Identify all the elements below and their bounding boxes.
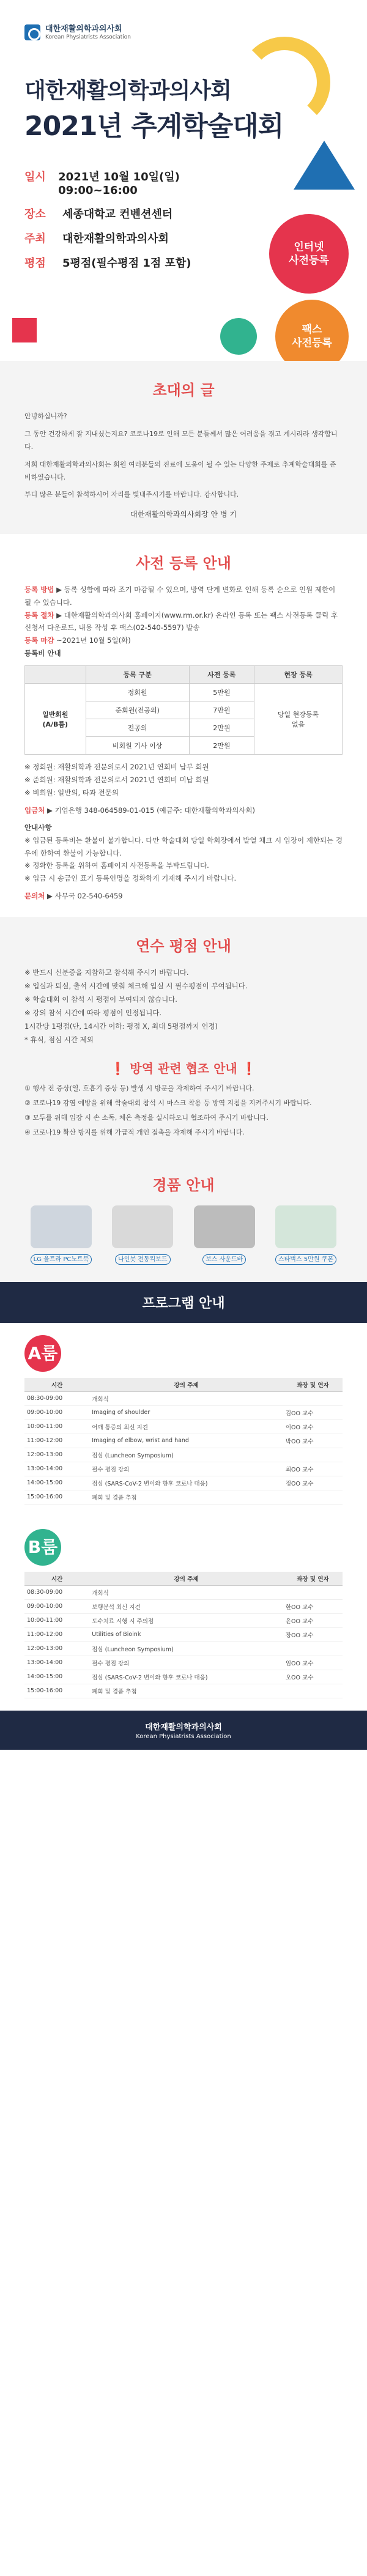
prize-row xyxy=(24,1205,343,1264)
cell-topic: Utilities of Bioink xyxy=(89,1627,283,1641)
soundbar-icon xyxy=(194,1205,255,1248)
prizes-section xyxy=(0,1156,367,1282)
room-b-table xyxy=(24,1572,343,1698)
table-header: 좌장 및 연자 xyxy=(283,1572,343,1586)
cell-speaker: 최OO 교수 xyxy=(283,1462,343,1476)
room-b-badge: B룸 xyxy=(24,1529,61,1566)
info-row-host xyxy=(24,230,232,246)
deco-blue-triangle xyxy=(294,141,355,190)
register-deadline xyxy=(24,634,343,647)
cell-time: 10:00-11:00 xyxy=(24,1613,89,1627)
register-deadline-label: 등록 마감 xyxy=(24,636,54,645)
greeting-signature: 대한재활의학과의사회장 안 병 기 xyxy=(130,510,237,519)
cell-speaker: 임OO 교수 xyxy=(283,1656,343,1670)
footer xyxy=(0,1711,367,1750)
guide-item: ※ 정확한 등록을 위하여 홈페이지 사전등록을 부탁드립니다. xyxy=(24,861,209,870)
list-item: 1시간당 1평점(단, 14시간 이하: 평점 X, 최대 5평점까지 인정) xyxy=(24,1021,218,1031)
fee-label: 등록비 안내 xyxy=(24,648,61,657)
info-key: 일시 xyxy=(24,171,46,183)
table-header: 강의 주제 xyxy=(89,1378,283,1392)
fee-header: 현장 등록 xyxy=(254,666,343,684)
table-row xyxy=(24,1641,343,1656)
info-row-place xyxy=(24,205,232,221)
register-procedure xyxy=(24,609,343,634)
cell-speaker: 이OO 교수 xyxy=(283,1419,343,1434)
event-info xyxy=(24,168,232,279)
table-row xyxy=(24,1490,343,1504)
register-method xyxy=(24,583,343,609)
fee-pre: 5만원 xyxy=(189,684,254,701)
cell-time: 14:00-15:00 xyxy=(24,1670,89,1684)
info-row-credit xyxy=(24,254,232,270)
cell-topic: 폐회 및 경품 추첨 xyxy=(89,1490,283,1504)
cell-topic: 도수치료 시행 시 주의점 xyxy=(89,1613,283,1627)
register-method-text: ▶ 등록 성함에 따라 조기 마감될 수 있으며, 방역 단계 변화로 인해 등록 순으로 인원 제한이 될 수 있습니다. xyxy=(24,585,336,607)
info-row-date xyxy=(24,168,232,197)
prize-item xyxy=(24,1205,98,1264)
cell-time: 09:00-10:00 xyxy=(24,1599,89,1613)
fee-group: 일반회원 (A/B룸) xyxy=(25,684,86,755)
cell-speaker: 김OO 교수 xyxy=(283,1405,343,1419)
list-item: ※ 학술대회 이 참석 시 평점이 부여되지 않습니다. xyxy=(24,995,177,1004)
room-a-schedule xyxy=(0,1323,367,1517)
prizes-title: 경품 안내 xyxy=(152,1176,215,1194)
info-key: 주최 xyxy=(24,232,46,245)
cell-speaker xyxy=(283,1490,343,1504)
cell-speaker: 한OO 교수 xyxy=(283,1599,343,1613)
cell-time: 09:00-10:00 xyxy=(24,1405,89,1419)
cell-time: 11:00-12:00 xyxy=(24,1627,89,1641)
table-header: 좌장 및 연자 xyxy=(283,1378,343,1392)
cell-time: 12:00-13:00 xyxy=(24,1448,89,1462)
table-row xyxy=(24,1476,343,1490)
greeting-title: 초대의 글 xyxy=(152,382,215,399)
cell-topic: 점심 (SARS-CoV-2 변이와 향후 코로나 대응) xyxy=(89,1670,283,1684)
credit-points-section xyxy=(0,917,367,1155)
logo xyxy=(24,24,131,40)
prize-item xyxy=(269,1205,343,1264)
fee-type: 정회원 xyxy=(86,684,189,701)
footer-name: 대한재활의학과의사회 xyxy=(145,1722,222,1732)
info-key: 장소 xyxy=(24,208,46,221)
coupon-icon xyxy=(275,1205,336,1248)
contact-info xyxy=(24,890,343,903)
cell-topic: 폐회 및 경품 추첨 xyxy=(89,1684,283,1698)
list-item: ※ 강의 참석 시간에 따라 평점이 인정됩니다. xyxy=(24,1008,162,1017)
cell-topic: 필수 평점 강의 xyxy=(89,1462,283,1476)
info-value: 대한재활의학과의사회 xyxy=(62,232,169,245)
fee-header xyxy=(25,666,86,684)
registration-title: 사전 등록 안내 xyxy=(136,555,231,572)
prize-label: 나인봇 전동킥보드 xyxy=(115,1254,170,1265)
fee-type: 비회원 기사 이상 xyxy=(86,737,189,755)
registration-section xyxy=(0,534,367,917)
guide-item: ※ 입금 시 송금인 표기 등록인명을 정확하게 기재해 주시기 바랍니다. xyxy=(24,873,237,883)
quarantine-item: ④ 코로나19 확산 방지를 위해 가급적 개인 접촉을 자제해 주시기 바랍니다. xyxy=(24,1128,245,1136)
table-row xyxy=(24,1585,343,1599)
table-row xyxy=(24,1448,343,1462)
fee-pre: 2만원 xyxy=(189,737,254,755)
cell-time: 10:00-11:00 xyxy=(24,1419,89,1434)
deco-teal-circle xyxy=(220,318,257,355)
quarantine-title xyxy=(24,1059,343,1076)
alert-icon: ❗ xyxy=(110,1061,126,1076)
register-method-label: 등록 방법 xyxy=(24,585,54,594)
cell-topic: 점심 (Luncheon Symposium) xyxy=(89,1641,283,1656)
contact-label: 문의처 xyxy=(24,891,45,900)
cell-topic: 점심 (Luncheon Symposium) xyxy=(89,1448,283,1462)
cell-speaker xyxy=(283,1585,343,1599)
quarantine-item: ① 행사 전 증상(열, 호흡기 증상 등) 발생 시 방문을 자제하여 주시기 바랍니다. xyxy=(24,1084,254,1093)
credit-points-title: 연수 평점 안내 xyxy=(136,938,231,955)
cell-topic: 점심 (SARS-CoV-2 변이와 향후 코로나 대응) xyxy=(89,1476,283,1490)
greeting-paragraph: 그 동안 건강하게 잘 지내셨는지요? 코로나19로 인해 모든 분들께서 많은 어려움을 겪고 계시리라 생각합니다. xyxy=(24,429,338,451)
table-row xyxy=(24,1613,343,1627)
fee-note: ※ 준회원: 재활의학과 전문의로서 2021년 연회비 미납 회원 xyxy=(24,775,209,785)
cell-speaker: 오OO 교수 xyxy=(283,1670,343,1684)
deco-red-square xyxy=(12,318,37,342)
deposit-info xyxy=(24,804,343,817)
deposit-text: ▶ 기업은행 348-064589-01-015 (예금주: 대한재활의학과의사회) xyxy=(46,805,256,815)
table-header: 강의 주제 xyxy=(89,1572,283,1586)
cell-topic: 어깨 통증의 최신 지견 xyxy=(89,1419,283,1434)
cell-time: 13:00-14:00 xyxy=(24,1462,89,1476)
quarantine-notice xyxy=(24,1059,343,1138)
cell-topic: 개회식 xyxy=(89,1391,283,1405)
cell-time: 08:30-09:00 xyxy=(24,1391,89,1405)
guide-item: ※ 입금된 등록비는 환불이 불가합니다. 다만 학술대회 당일 학회장에서 발열 체크 시 입장이 제한되는 경우에 한하여 환불이 가능합니다. xyxy=(24,835,343,857)
table-row xyxy=(24,1656,343,1670)
cell-speaker: 윤OO 교수 xyxy=(283,1613,343,1627)
quarantine-title-text: 방역 관련 협조 안내 xyxy=(130,1061,237,1076)
prize-label: 보스 사운드바 xyxy=(202,1254,246,1265)
table-row xyxy=(24,1419,343,1434)
prize-item xyxy=(106,1205,179,1264)
quarantine-item: ② 코로나19 감염 예방을 위해 학술대회 참석 시 마스크 착용 등 방역 지침을 지켜주시기 바랍니다. xyxy=(24,1099,312,1108)
cell-speaker xyxy=(283,1641,343,1656)
prize-label: 스타벅스 5만원 쿠폰 xyxy=(275,1254,336,1265)
list-item: * 휴식, 점심 시간 제외 xyxy=(24,1035,94,1044)
fee-table xyxy=(24,665,343,755)
scooter-icon xyxy=(112,1205,173,1248)
register-procedure-label: 등록 절차 xyxy=(24,610,54,620)
fax-register-button[interactable]: 팩스 사전등록 xyxy=(275,300,349,361)
list-item: ※ 입실과 퇴실, 출석 시간에 맞춰 체크해 입실 시 필수평점이 부여됩니다. xyxy=(24,982,248,991)
program-title: 프로그램 안내 xyxy=(0,1282,367,1323)
cell-topic: Imaging of shoulder xyxy=(89,1405,283,1419)
cell-time: 13:00-14:00 xyxy=(24,1656,89,1670)
cell-speaker xyxy=(283,1391,343,1405)
cell-time: 12:00-13:00 xyxy=(24,1641,89,1656)
cell-speaker: 장OO 교수 xyxy=(283,1627,343,1641)
cell-topic: Imaging of elbow, wrist and hand xyxy=(89,1434,283,1448)
greeting-paragraph: 안녕하십니까? xyxy=(24,412,67,420)
cell-time: 15:00-16:00 xyxy=(24,1684,89,1698)
table-row xyxy=(24,1599,343,1613)
table-row xyxy=(24,1462,343,1476)
table-row xyxy=(24,1434,343,1448)
table-row xyxy=(24,1391,343,1405)
table-row xyxy=(24,1670,343,1684)
cell-topic: 개회식 xyxy=(89,1585,283,1599)
table-header: 시간 xyxy=(24,1572,89,1586)
cell-time: 15:00-16:00 xyxy=(24,1490,89,1504)
laptop-icon xyxy=(31,1205,92,1248)
table-row xyxy=(24,1405,343,1419)
logo-icon xyxy=(24,24,40,40)
greeting-paragraph: 저희 대한재활의학과의사회는 회원 여러분들의 진료에 도움이 될 수 있는 다양한 주제로 추계학술대회를 준비하였습니다. xyxy=(24,460,336,481)
cell-time: 11:00-12:00 xyxy=(24,1434,89,1448)
guide-label: 안내사항 xyxy=(24,823,52,832)
greeting-section xyxy=(0,361,367,534)
room-a-table xyxy=(24,1378,343,1505)
prize-item xyxy=(188,1205,261,1264)
cell-time: 08:30-09:00 xyxy=(24,1585,89,1599)
hero-banner xyxy=(0,0,367,361)
register-deadline-text: ~2021년 10월 5일(화) xyxy=(56,636,131,645)
fee-header: 사전 등록 xyxy=(189,666,254,684)
list-item: ※ 반드시 신분증을 지참하고 참석해 주시기 바랍니다. xyxy=(24,968,189,977)
cell-topic: 필수 평점 강의 xyxy=(89,1656,283,1670)
table-header: 시간 xyxy=(24,1378,89,1392)
quarantine-item: ③ 모두를 위해 입장 시 손 소독, 체온 측정을 실시하오니 협조하여 주시기 바랍니다. xyxy=(24,1114,269,1122)
alert-icon: ❗ xyxy=(241,1061,257,1076)
deposit-label: 입금처 xyxy=(24,805,45,815)
register-procedure-text: ▶ 대한재활의학과의사회 홈페이지(www.rm.or.kr) 온라인 등록 또는 팩스 사전등록 클릭 후 신청서 다운로드, 내용 작성 후 팩스(02-540-5597) 발송 xyxy=(24,610,338,632)
hero-title-org: 대한재활의학과의사회 xyxy=(24,78,231,103)
room-a-badge: A룸 xyxy=(24,1335,61,1372)
credit-points-list xyxy=(24,966,343,1046)
cell-speaker: 박OO 교수 xyxy=(283,1434,343,1448)
logo-name: 대한재활의학과의사회 xyxy=(45,24,122,34)
table-row xyxy=(24,1684,343,1698)
prize-label: LG 울트라 PC노트북 xyxy=(31,1254,92,1265)
room-b-schedule xyxy=(0,1517,367,1711)
fee-pre: 7만원 xyxy=(189,701,254,719)
greeting-paragraph: 부디 많은 분들이 참석하시어 자리를 빛내주시기를 바랍니다. 감사합니다. xyxy=(24,490,239,499)
cell-speaker xyxy=(283,1684,343,1698)
info-value: 5평점(필수평점 1점 포함) xyxy=(62,257,191,270)
table-row xyxy=(24,1627,343,1641)
fee-onsite: 당일 현장등록 없음 xyxy=(254,684,343,755)
fee-note: ※ 비회원: 일반의, 타과 전문의 xyxy=(24,788,119,797)
info-value: 2021년 10월 10일(일) 09:00~16:00 xyxy=(58,171,180,197)
cell-time: 14:00-15:00 xyxy=(24,1476,89,1490)
cell-speaker: 정OO 교수 xyxy=(283,1476,343,1490)
fee-note: ※ 정회원: 재활의학과 전문의로서 2021년 연회비 납부 회원 xyxy=(24,763,209,772)
fee-header: 등록 구분 xyxy=(86,666,189,684)
fee-pre: 2만원 xyxy=(189,719,254,737)
cell-speaker xyxy=(283,1448,343,1462)
info-value: 세종대학교 컨벤션센터 xyxy=(62,208,173,221)
cell-topic: 보행분석 최신 지견 xyxy=(89,1599,283,1613)
contact-text: ▶ 사무국 02-540-6459 xyxy=(46,891,123,900)
logo-sub: Korean Physiatrists Association xyxy=(45,34,131,40)
footer-sub: Korean Physiatrists Association xyxy=(136,1733,231,1740)
fee-type: 준회원(전공의) xyxy=(86,701,189,719)
info-key: 평점 xyxy=(24,257,46,270)
online-register-button[interactable]: 인터넷 사전등록 xyxy=(269,214,349,294)
hero-title-event: 2021년 추계학술대회 xyxy=(24,111,284,142)
fee-type: 전공의 xyxy=(86,719,189,737)
